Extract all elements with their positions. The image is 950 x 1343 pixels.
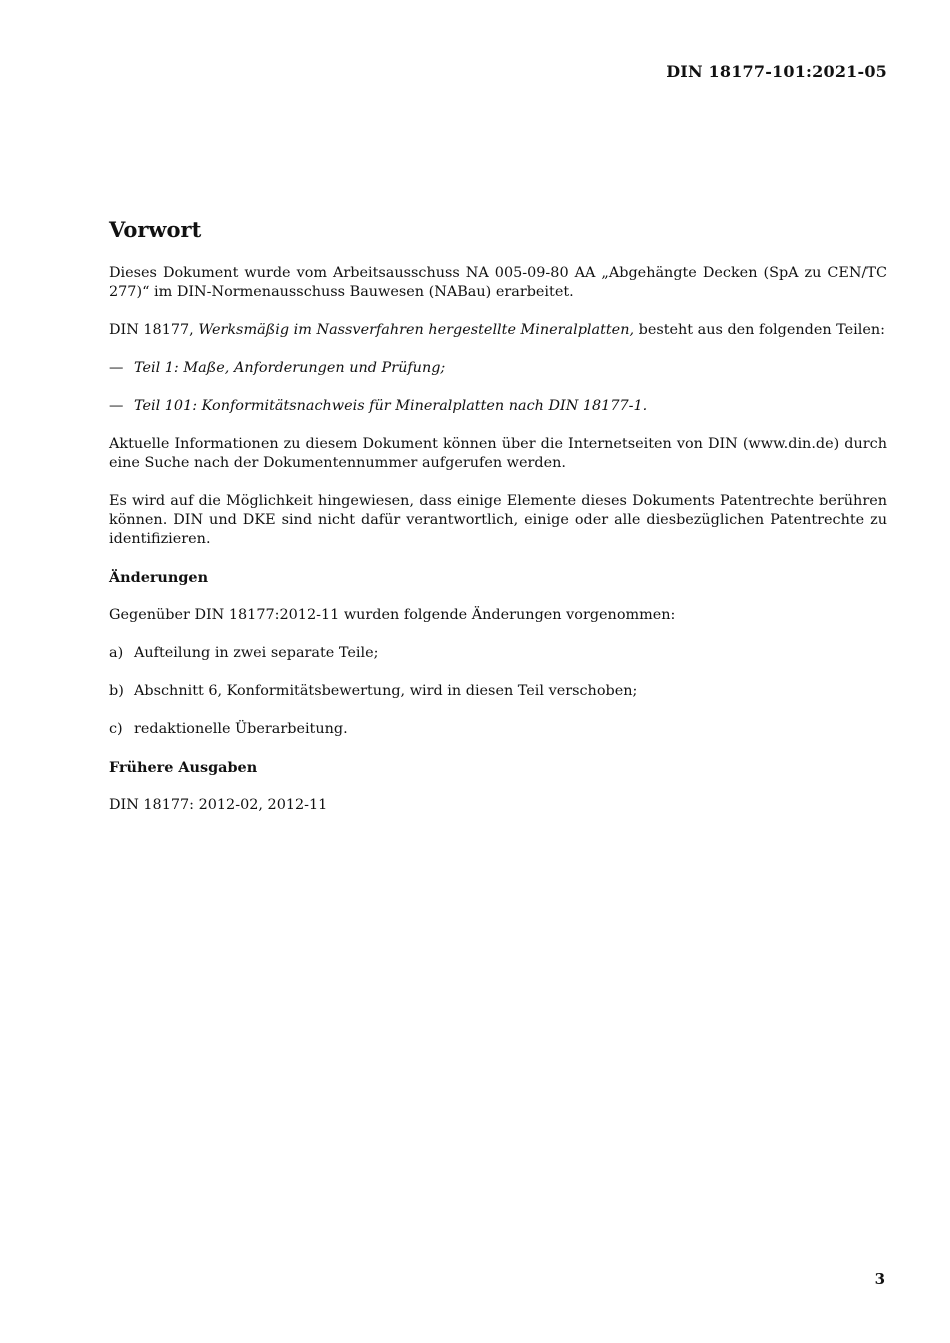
paragraph-parts-intro — [109, 321, 887, 340]
document-id: DIN 18177-101:2021-05 — [666, 62, 887, 81]
document-body — [109, 216, 887, 834]
change-text: Aufteilung in zwei separate Teile; — [134, 645, 379, 661]
part-title: Teil 1: Maße, Anforderungen und Prüfung; — [134, 360, 446, 376]
change-text: redaktionelle Überarbeitung. — [134, 721, 348, 737]
list-item — [109, 720, 887, 739]
paragraph-previous-editions: DIN 18177: 2012-02, 2012-11 — [109, 797, 328, 813]
list-item — [109, 397, 887, 416]
dash-marker: — — [109, 360, 124, 376]
section-title-vorwort: Vorwort — [109, 217, 202, 242]
page-number: 3 — [874, 1270, 885, 1288]
section-title-aenderungen: Änderungen — [109, 569, 209, 586]
part-title: Teil 101: Konformitätsnachweis für Mineralplatten nach DIN 18177-1. — [134, 398, 648, 414]
paragraph-information: Aktuelle Informationen zu diesem Dokument können über die Internetseiten von DIN (www.din.de) durch eine Suche nach der Dokumentennummer aufgerufen werden. — [109, 436, 887, 471]
list-marker: b) — [109, 683, 124, 699]
dash-marker: — — [109, 398, 124, 414]
parts-intro-suffix: besteht aus den folgenden Teilen: — [634, 322, 886, 338]
list-item — [109, 644, 887, 663]
paragraph-committee: Dieses Dokument wurde vom Arbeitsausschuss NA 005-09-80 AA „Abgehängte Decken (SpA zu CEN/TC 277)“ im DIN-Normenausschuss Bauwesen (NABau) erarbeitet. — [109, 265, 887, 300]
standard-title: Werksmäßig im Nassverfahren hergestellte Mineralplatten, — [198, 322, 635, 338]
paragraph-changes-intro: Gegenüber DIN 18177:2012-11 wurden folgende Änderungen vorgenommen: — [109, 607, 676, 623]
list-item — [109, 682, 887, 701]
list-item — [109, 359, 887, 378]
list-marker: a) — [109, 645, 124, 661]
paragraph-patents: Es wird auf die Möglichkeit hingewiesen, dass einige Elemente dieses Dokuments Patentrechte berühren können. DIN und DKE sind nicht dafür verantwortlich, einige oder alle diesbezüglichen Patentrechte zu identifizieren. — [109, 493, 887, 547]
section-title-fruehere-ausgaben: Frühere Ausgaben — [109, 759, 258, 776]
parts-intro-prefix: DIN 18177, — [109, 322, 199, 338]
change-text: Abschnitt 6, Konformitätsbewertung, wird in diesen Teil verschoben; — [134, 683, 638, 699]
list-marker: c) — [109, 721, 123, 737]
